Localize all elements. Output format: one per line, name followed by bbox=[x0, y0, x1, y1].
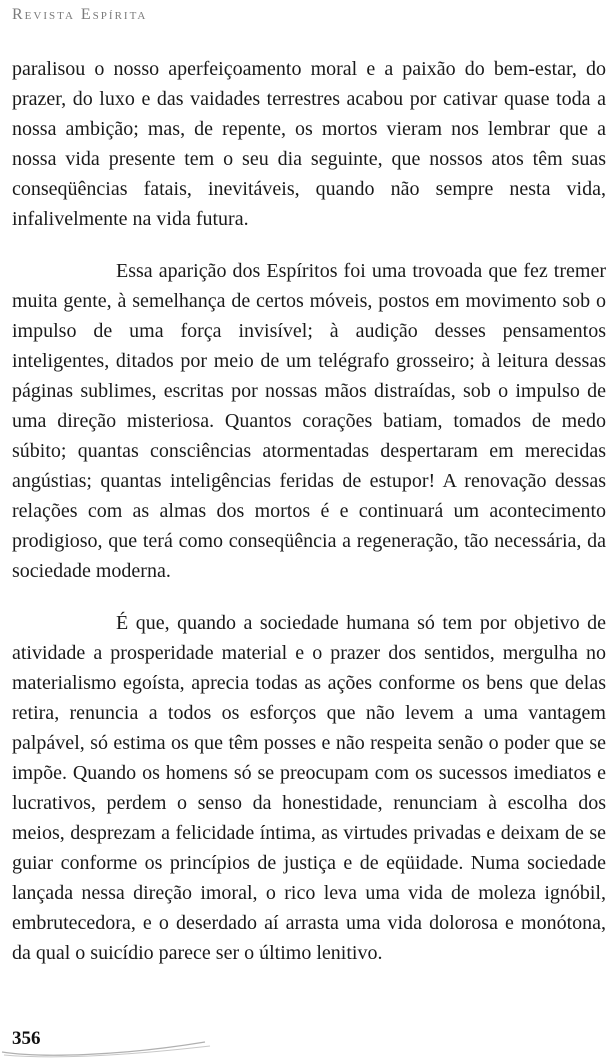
paragraph-1: paralisou o nosso aperfeiçoamento moral e a paixão do bem-estar, do prazer, do luxo e das vaidades terrestres acabou por cativar quase toda a nossa ambição; mas, de repente, os mortos vieram nos lembrar que a nossa vida presente tem o seu dia seguinte, que nossos atos têm suas conseqüências fatais, inevitáveis, quando não sempre nesta vida, infalivelmente na vida futura. bbox=[12, 58, 606, 230]
paragraph-3: É que, quando a sociedade humana só tem por objetivo de atividade a prosperidade material e o prazer dos sentidos, mergulha no materialismo egoísta, aprecia todas as ações conforme os bens que delas retira, renuncia a todos os esforços que não levem a uma vantagem palpável, só estima os que têm posses e não respeita senão o poder que se impõe. Quando os homens só se preocupam com os sucessos imediatos e lucrativos, perdem o senso da honestidade, renunciam à escolha dos meios, desprezam a felicidade íntima, as virtudes privadas e deixam de se guiar conforme os princípios de justiça e de eqüidade. Numa sociedade lançada nessa direção imoral, o rico leva uma vida de moleza ignóbil, embrutecedora, e o deserdado aí arrasta uma vida dolorosa e monótona, da qual o suicídio parece ser o último lenitivo. bbox=[12, 612, 606, 964]
page-number: 356 bbox=[12, 1028, 41, 1049]
paragraph-2: Essa aparição dos Espíritos foi uma trovoada que fez tremer muita gente, à semelhança de certos móveis, postos em movimento sob o impulso de uma força invisível; à audição desses pensamentos inteligentes, ditados por meio de um telégrafo grosseiro; à leitura dessas páginas sublimes, escritas por nossas mãos distraídas, sob o impulso de uma direção misteriosa. Quantos corações batiam, tomados de medo súbito; quantas consciências atormentadas despertaram em merecidas angústias; quantas inteligências feridas de estupor! A renovação dessas relações com as almas dos mortos é e continuará um acontecimento prodigioso, que terá como conseqüência a regeneração, tão necessária, da sociedade moderna. bbox=[12, 260, 606, 582]
running-header: Revista Espírita bbox=[12, 6, 148, 23]
page-body bbox=[12, 54, 606, 968]
